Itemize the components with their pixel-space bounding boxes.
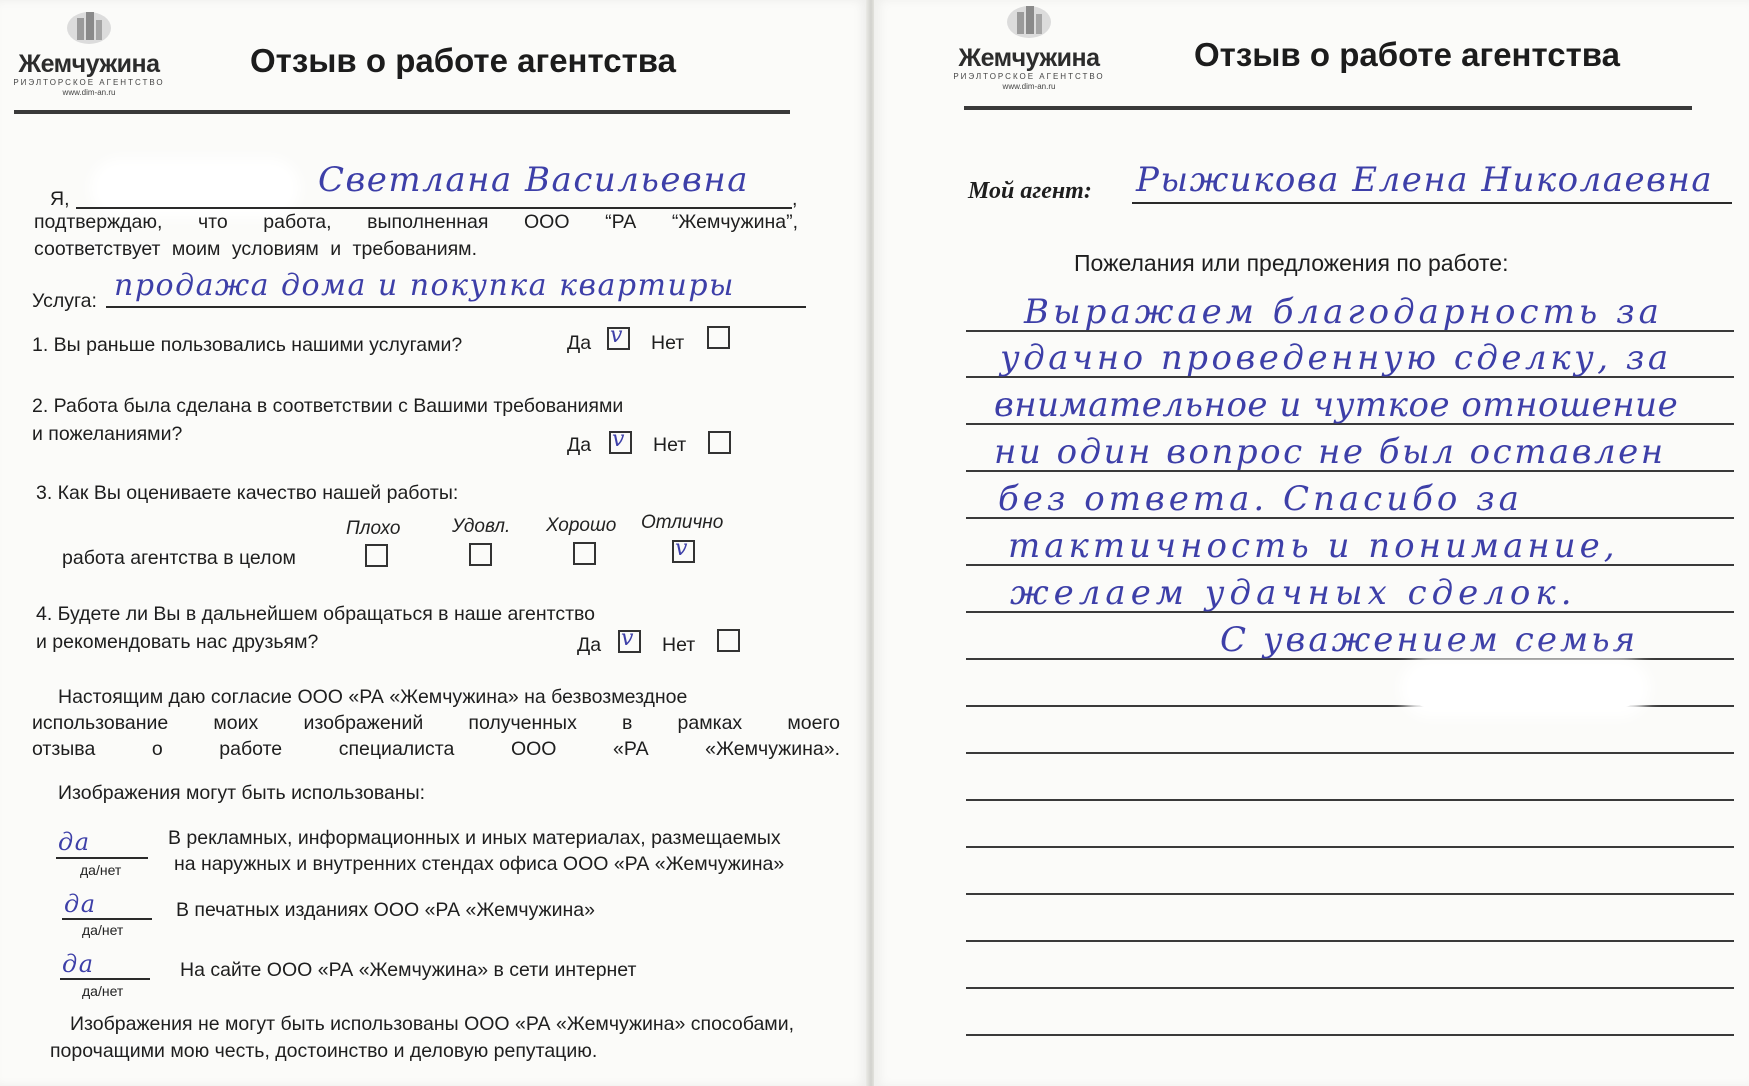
q2-yes-checkbox[interactable]	[609, 427, 632, 454]
q1-yes-label: Да	[567, 332, 592, 354]
building-logo-icon	[65, 6, 113, 46]
handwritten-line: Выражаем благодарность за	[1024, 292, 1663, 332]
q4-line-2: и рекомендовать нас друзьям?	[36, 631, 319, 653]
usage-3-answer-line	[60, 978, 150, 980]
writing-line	[966, 799, 1734, 801]
usage-3-line-1: На сайте ООО «РА «Жемчужина» в сети интернет	[180, 959, 637, 981]
page-title: Отзыв о работе агентства	[250, 42, 676, 79]
logo-tagline: РИЭЛТОРСКОЕ АГЕНТСТВО	[953, 72, 1105, 81]
q2-no-label: Нет	[653, 434, 687, 456]
usage-3-caption: да/нет	[82, 983, 124, 999]
logo-site: www.dim-an.ru	[1002, 82, 1056, 91]
usage-2-answer-line	[62, 918, 152, 920]
q3-text: 3. Как Вы оцениваете качество нашей работы:	[36, 482, 459, 504]
check-mark-icon: v	[612, 427, 625, 452]
q1-no-checkbox[interactable]	[707, 326, 730, 349]
q2-yes-label: Да	[567, 434, 592, 456]
q2-line-1: 2. Работа была сделана в соответствии с Вашими требованиями	[32, 395, 624, 417]
q3-checkbox-good[interactable]	[573, 542, 596, 565]
q3-option-label: Плохо	[346, 518, 401, 539]
consent-line-2: использование моих изображений полученных в рамках моего	[32, 712, 840, 734]
images-heading: Изображения могут быть использованы:	[58, 782, 426, 804]
right-page	[874, 0, 1749, 1086]
header-rule	[964, 106, 1692, 110]
handwritten-line: ни один вопрос не был оставлен	[994, 432, 1666, 472]
usage-2-caption: да/нет	[82, 922, 124, 938]
footer-line-2: порочащими мою честь, достоинство и деловую репутацию.	[50, 1040, 598, 1062]
intro-trailing-comma: ,	[792, 188, 798, 210]
q2-no-checkbox[interactable]	[708, 431, 731, 454]
writing-line	[966, 987, 1734, 989]
usage-2-line-1: В печатных изданиях ООО «РА «Жемчужина»	[176, 899, 595, 921]
usage-1-caption: да/нет	[80, 862, 122, 878]
usage-3-answer: да	[62, 950, 95, 978]
usage-1-answer: да	[58, 828, 91, 856]
q3-checkbox-poor[interactable]	[365, 544, 388, 567]
wishes-heading: Пожелания или предложения по работе:	[1074, 250, 1509, 276]
q3-option-label: Отлично	[641, 512, 724, 533]
redacted-surname	[100, 168, 290, 208]
usage-1-line-2: на наружных и внутренних стендах офиса ООО «РА «Жемчужина»	[174, 853, 785, 875]
handwritten-line: желаем удачных сделок.	[1010, 573, 1577, 613]
handwritten-line: С уважением семья	[1220, 620, 1639, 660]
check-mark-icon: v	[621, 626, 634, 651]
footer-line-1: Изображения не могут быть использованы ООО «РА «Жемчужина» способами,	[70, 1013, 795, 1035]
q4-no-checkbox[interactable]	[717, 629, 740, 652]
usage-1-answer-line	[56, 857, 148, 859]
writing-line	[966, 752, 1734, 754]
agent-line	[1132, 202, 1732, 204]
page-title: Отзыв о работе агентства	[1194, 36, 1620, 73]
agent-label: Мой агент:	[968, 178, 1092, 204]
agent-name-handwritten: Рыжикова Елена Николаевна	[1136, 160, 1714, 200]
q1-yes-checkbox[interactable]	[607, 323, 630, 350]
q4-no-label: Нет	[662, 634, 696, 656]
writing-line	[966, 1034, 1734, 1036]
intro-prefix: Я,	[50, 188, 70, 210]
q2-line-2: и пожеланиями?	[32, 423, 183, 445]
usage-2-answer: да	[64, 890, 97, 918]
handwritten-line: удачно проведенную сделку, за	[1000, 338, 1672, 378]
q4-yes-checkbox[interactable]	[618, 626, 641, 653]
handwritten-line: тактичность и понимание,	[1008, 526, 1619, 566]
service-label: Услуга:	[32, 290, 97, 312]
check-mark-icon: v	[610, 323, 623, 348]
logo-brand: Жемчужина	[18, 50, 160, 78]
q3-checkbox-excellent[interactable]	[672, 536, 695, 563]
q3-option-label: Удовл.	[452, 516, 511, 537]
q4-line-1: 4. Будете ли Вы в дальнейшем обращаться в наше агентство	[36, 603, 595, 625]
redacted-family-name	[1410, 668, 1640, 708]
customer-name-handwritten: Светлана Васильевна	[318, 160, 749, 200]
consent-line-3: отзыва о работе специалиста ООО «РА «Жемчужина».	[32, 738, 840, 760]
check-mark-icon: v	[675, 536, 688, 561]
writing-line	[966, 893, 1734, 895]
handwritten-line: внимательное и чуткое отношение	[994, 385, 1679, 425]
logo-brand: Жемчужина	[958, 44, 1100, 72]
service-handwritten: продажа дома и покупка квартиры	[114, 268, 735, 303]
handwritten-line: без ответа. Спасибо за	[998, 479, 1523, 519]
q4-yes-label: Да	[577, 634, 602, 656]
agency-logo	[944, 0, 1114, 92]
q1-no-label: Нет	[651, 332, 685, 354]
consent-line-1: Настоящим даю согласие ООО «РА «Жемчужина» на безвозмездное	[58, 686, 688, 708]
writing-line	[966, 846, 1734, 848]
agency-logo	[4, 6, 174, 98]
q3-checkbox-satisfactory[interactable]	[469, 543, 492, 566]
intro-line-2: соответствует моим условиям и требованиям.	[34, 238, 477, 260]
writing-line	[966, 940, 1734, 942]
logo-tagline: РИЭЛТОРСКОЕ АГЕНТСТВО	[13, 78, 165, 87]
left-page	[0, 0, 868, 1086]
intro-line-1: подтверждаю, что работа, выполненная ООО “РА “Жемчужина”,	[34, 211, 798, 233]
q3-row-label: работа агентства в целом	[62, 547, 296, 569]
logo-site: www.dim-an.ru	[62, 88, 116, 97]
header-rule	[14, 110, 790, 114]
service-line	[106, 306, 806, 308]
q1-text: 1. Вы раньше пользовались нашими услугами?	[32, 334, 463, 356]
q3-option-label: Хорошо	[546, 515, 617, 536]
usage-1-line-1: В рекламных, информационных и иных материалах, размещаемых	[168, 827, 781, 849]
building-logo-icon	[1005, 0, 1053, 40]
